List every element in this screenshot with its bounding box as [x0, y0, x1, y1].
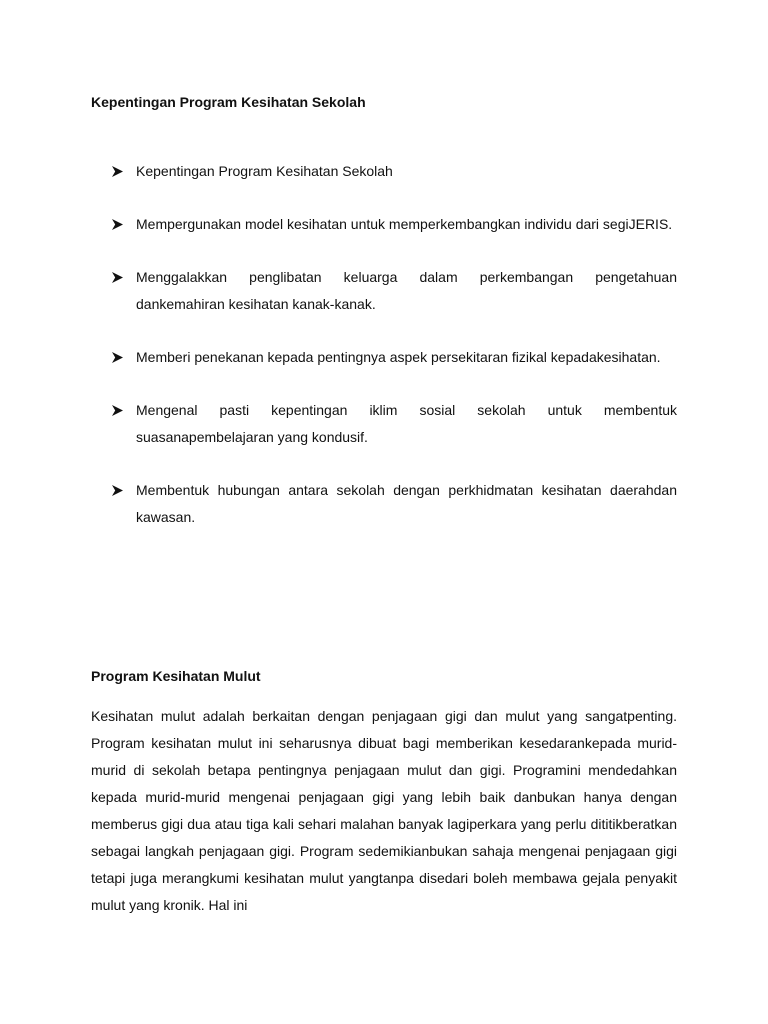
- bullet-list: [112, 158, 677, 557]
- bullet-text: Mengenal pasti kepentingan iklim sosial sekolah untuk membentuk suasanapembelajaran yang kondusif.: [136, 402, 677, 445]
- arrowhead-bullet-icon: [112, 158, 126, 185]
- list-item: [112, 344, 677, 371]
- bullet-text: Memberi penekanan kepada pentingnya aspek persekitaran fizikal kepadakesihatan.: [136, 349, 661, 365]
- list-item: [112, 211, 677, 238]
- arrowhead-bullet-icon: [112, 477, 126, 504]
- list-item: [112, 264, 677, 318]
- section-heading-kesihatan-mulut: Program Kesihatan Mulut: [91, 668, 261, 684]
- list-item: [112, 397, 677, 451]
- arrowhead-bullet-icon: [112, 211, 126, 238]
- section-heading-kepentingan: Kepentingan Program Kesihatan Sekolah: [91, 94, 366, 110]
- bullet-text: Kepentingan Program Kesihatan Sekolah: [136, 163, 393, 179]
- arrowhead-bullet-icon: [112, 397, 126, 424]
- bullet-text: Mempergunakan model kesihatan untuk memperkembangkan individu dari segiJERIS.: [136, 216, 673, 232]
- bullet-text: Membentuk hubungan antara sekolah dengan perkhidmatan kesihatan daerahdan kawasan.: [136, 482, 677, 525]
- list-item: [112, 477, 677, 531]
- body-paragraph: Kesihatan mulut adalah berkaitan dengan penjagaan gigi dan mulut yang sangatpenting. Program kesihatan mulut ini seharusnya dibuat bagi memberikan kesedarankepada murid-murid di sekolah betapa pentingnya penjagaan mulut dan gigi. Programini mendedahkan kepada murid-murid mengenai penjagaan gigi yang lebih baik danbukan hanya dengan memberus gigi dua atau tiga kali sehari malahan banyak lagiperkara yang perlu dititikberatkan sebagai langkah penjagaan gigi. Program sedemikianbukan sahaja mengenai penjagaan gigi tetapi juga merangkumi kesihatan mulut yangtanpa disedari boleh membawa gejala penyakit mulut yang kronik. Hal ini: [91, 708, 677, 913]
- arrowhead-bullet-icon: [112, 344, 126, 371]
- arrowhead-bullet-icon: [112, 264, 126, 291]
- bullet-text: Menggalakkan penglibatan keluarga dalam perkembangan pengetahuan dankemahiran kesihatan kanak-kanak.: [136, 269, 677, 312]
- list-item: [112, 158, 677, 185]
